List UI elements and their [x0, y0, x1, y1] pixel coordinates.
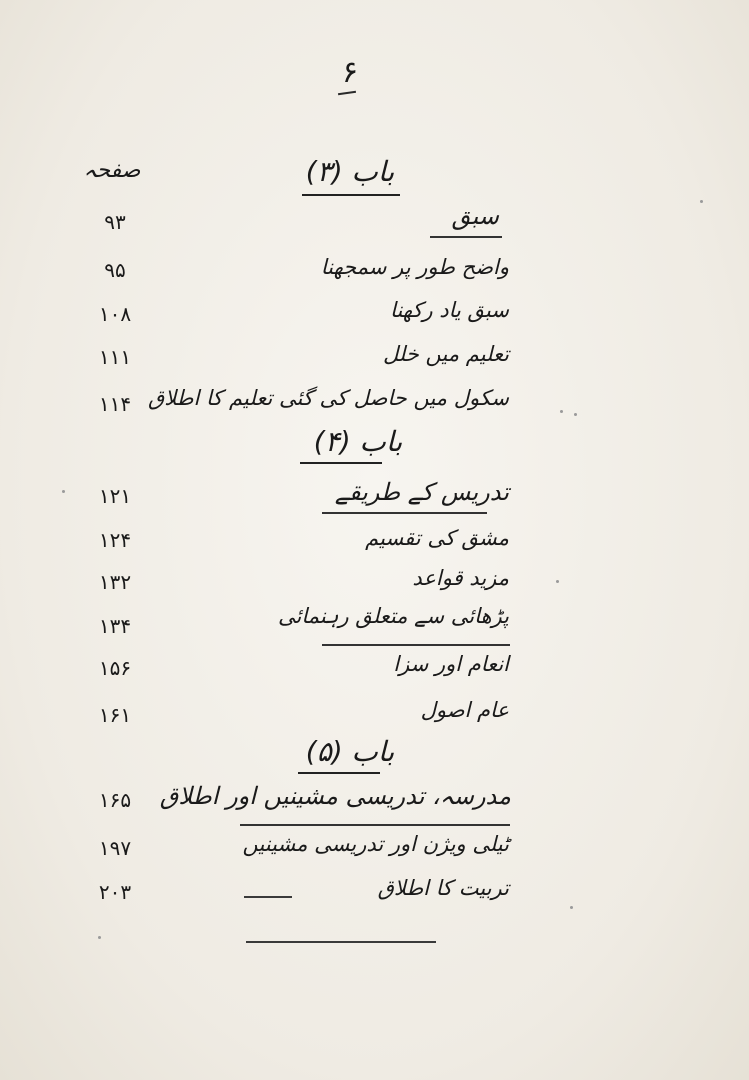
chapter-5-heading-underline [298, 772, 380, 774]
chapter-5-title-page: ۱۶۵ [98, 788, 132, 812]
scan-speck [62, 490, 65, 493]
toc-entry: انعام اور سزا [393, 652, 509, 676]
chapter-4-title-underline [322, 512, 487, 514]
scan-speck [556, 580, 559, 583]
toc-entry-page: ۱۲۴ [98, 528, 132, 552]
toc-entry: مشق کی تقسیم [365, 526, 509, 550]
chapter-3-heading-underline [302, 194, 400, 196]
chapter-3-title: سبق [451, 202, 499, 230]
chapter-3-title-page: ۹۳ [104, 210, 126, 234]
toc-entry: تربیت کا اطلاق [377, 876, 509, 900]
toc-entry: ٹیلی ویژن اور تدریسی مشینیں [242, 832, 509, 856]
toc-entry: واضح طور پر سمجھنا [320, 255, 509, 279]
chapter-5-title-underline [240, 824, 510, 826]
toc-entry-page: ۱۳۴ [98, 614, 132, 638]
chapter-5-heading: باب (۵) [305, 735, 395, 768]
scan-speck [700, 200, 703, 203]
toc-entry-page: ۱۹۷ [98, 836, 132, 860]
toc-entry: سکول میں حاصل کی گئی تعلیم کا اطلاق [147, 386, 509, 410]
chapter-5-title: مدرسہ، تدریسی مشینیں اور اطلاق [159, 782, 511, 810]
entry-dash [244, 896, 292, 898]
toc-entry: تعلیم میں خلل [383, 342, 509, 366]
toc-entry-page: ۱۵۶ [98, 656, 132, 680]
toc-entry: عام اصول [420, 698, 509, 722]
toc-entry-page: ۱۰۸ [98, 302, 132, 326]
toc-entry: سبق یاد رکھنا [390, 298, 509, 322]
toc-entry-page: ۱۶۱ [98, 703, 132, 727]
scan-speck [570, 906, 573, 909]
toc-entry-underline [322, 644, 510, 646]
toc-entry-page: ۱۳۲ [98, 570, 132, 594]
toc-entry-page: ۱۱۱ [98, 345, 132, 369]
chapter-3-title-underline [430, 236, 502, 238]
chapter-4-heading: باب (۴) [313, 425, 403, 458]
page-number: ۶ [341, 55, 359, 90]
scan-speck [98, 936, 101, 939]
toc-entry: مزید قواعد [412, 566, 509, 590]
chapter-4-title: تدریس کے طریقے [334, 478, 509, 506]
chapter-3-heading: باب (۳) [305, 155, 395, 188]
page-number-underline [338, 91, 356, 95]
toc-entry-page: ۲۰۳ [98, 880, 132, 904]
page-column-header: صفحہ [83, 158, 141, 183]
scan-speck [560, 410, 563, 413]
toc-entry-page: ۱۱۴ [98, 392, 132, 416]
chapter-4-heading-underline [300, 462, 382, 464]
closing-rule [246, 941, 436, 943]
toc-entry-page: ۹۵ [104, 258, 126, 282]
scan-speck [574, 413, 577, 416]
toc-entry: پڑھائی سے متعلق رہنمائی [277, 604, 509, 628]
chapter-4-title-page: ۱۲۱ [98, 484, 132, 508]
